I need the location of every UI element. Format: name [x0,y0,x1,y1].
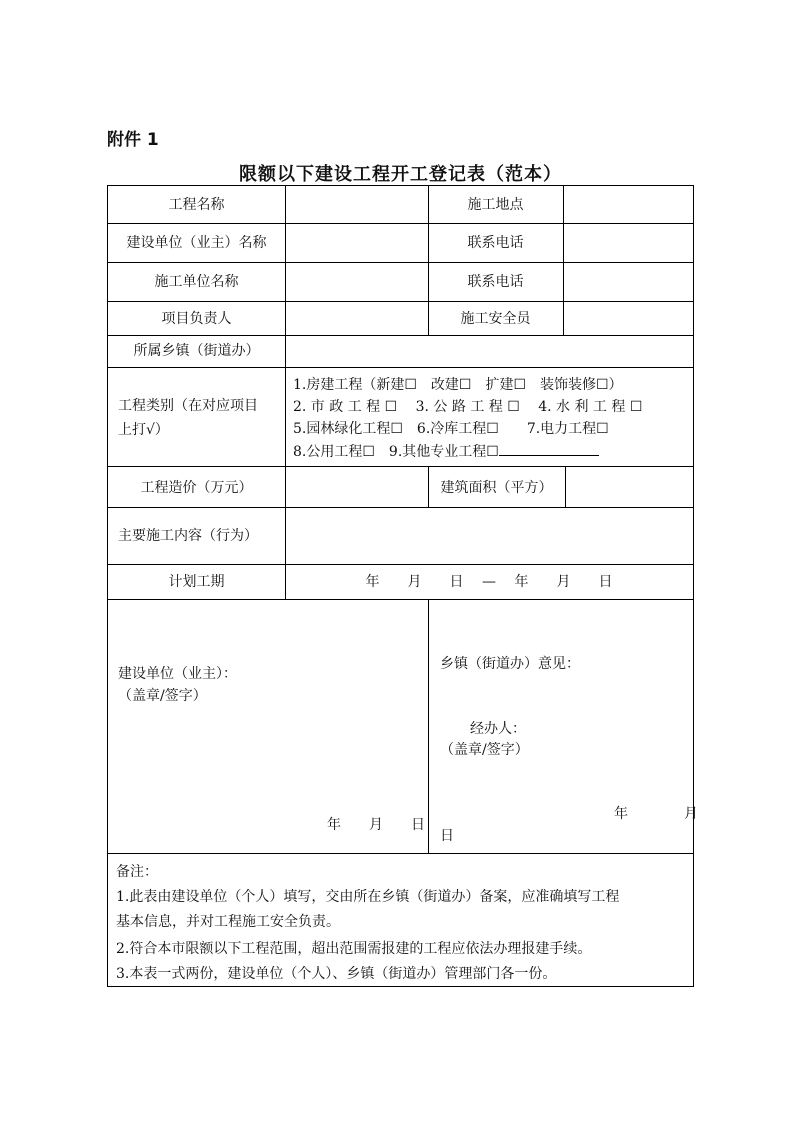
remark-1-line-2: 基本信息，并对工程施工安全负责。 [116,914,340,930]
label-schedule: 计划工期 [168,574,225,590]
owner-date: 年 月 日 [327,817,425,833]
category-line-1: 1.房建工程（新建☐ 改建☐ 扩建☐ 装饰装修☐） [293,377,623,393]
label-project-name: 工程名称 [168,197,225,213]
remarks-heading: 备注： [116,864,158,880]
handler-label: 经办人： [470,721,526,737]
schedule-value: 年 月 日 — 年 月 日 [365,574,613,590]
label-category-line2: 上打√） [118,422,169,438]
township-date-day: 日 [440,828,454,844]
attachment-label: 附件 1 [107,130,159,150]
remark-3: 3.本表一式两份，建设单位（个人）、乡镇（街道办）管理部门各一份。 [116,966,557,982]
label-safety-officer: 施工安全员 [460,311,531,327]
col-divider [563,186,564,335]
col-divider [428,599,429,853]
form-title: 限额以下建设工程开工登记表（范本） [239,164,562,185]
col-divider [565,466,566,507]
row-divider [108,507,693,508]
label-construction-site: 施工地点 [467,197,524,213]
label-township: 所属乡镇（街道办） [133,343,260,359]
label-owner-unit: 建设单位（业主）名称 [126,235,267,251]
label-contact-phone-1: 联系电话 [467,235,524,251]
label-category-line1: 工程类别（在对应项目 [118,398,258,414]
label-contact-phone-2: 联系电话 [467,274,524,290]
row-divider [108,599,693,600]
owner-stamp-label: （盖章/签字） [118,688,207,704]
township-date-year-month: 年 月 [614,806,698,822]
category-line-3: 5.园林绿化工程☐ 6.冷库工程☐ 7.电力工程☐ [293,421,609,437]
registration-form [107,185,698,987]
row-divider [108,301,693,302]
row-divider [108,335,693,336]
remark-2: 2.符合本市限额以下工程范围，超出范围需报建的工程应依法办理报建手续。 [116,941,592,957]
label-main-content: 主要施工内容（行为） [118,528,258,544]
col-divider [285,186,286,599]
row-divider [108,564,693,565]
category-line-2: 2. 市 政 工 程 ☐ 3. 公 路 工 程 ☐ 4. 水 利 工 程 ☐ [293,399,643,415]
label-cost: 工程造价（万元） [140,480,253,496]
row-divider [108,853,693,854]
row-divider [108,262,693,263]
remark-1-line-1: 1.此表由建设单位（个人）填写，交由所在乡镇（街道办）备案，应准确填写工程 [116,889,620,905]
category-line-4 [293,443,599,460]
category-line-4-text: 8.公用工程☐ 9.其他专业工程☐ [293,444,499,460]
owner-signature-label: 建设单位（业主）： [118,666,237,682]
label-contractor-name: 施工单位名称 [154,274,239,290]
row-divider [108,367,693,368]
handler-stamp-label: （盖章/签字） [440,742,529,758]
row-divider [108,223,693,224]
township-opinion-label: 乡镇（街道办）意见： [440,656,580,672]
label-area: 建筑面积（平方） [440,480,553,496]
other-specialty-blank[interactable] [499,443,599,456]
row-divider [108,466,693,467]
label-project-leader: 项目负责人 [161,311,232,327]
